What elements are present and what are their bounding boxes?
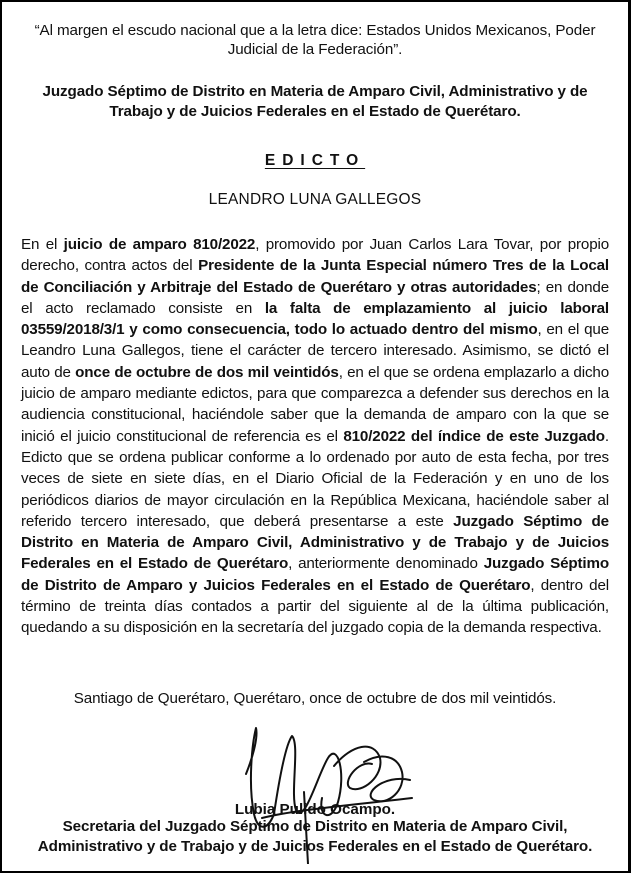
body-bold-text: Juzgado Séptimo de Distrito en Materia de Amparo Civil, Administrativo y de Trabajo y de Juicios Federales en el Estado de Querétaro [21,512,609,573]
addressee-name: LEANDRO LUNA GALLEGOS [208,191,422,208]
body-text: ; en donde el acto reclamado consiste en [21,278,609,317]
body-text: En el [21,236,64,253]
court-header: Juzgado Séptimo de Distrito en Materia de Amparo Civil, Administrativo y de Trabajo y de Juicios Federales en el Estado de Querétaro. [42,83,588,120]
signer-position: Secretaria del Juzgado Séptimo de Distrito en Materia de Amparo Civil, Administrativo y de Trabajo y de Juicios Federales en el Estado de Querétaro. [37,818,593,855]
body-bold-text: la falta de emplazamiento al juicio laboral 03559/2018/3/1 y como consecuencia, todo lo actuado dentro del mismo [21,299,609,339]
body-text: , promovido por Juan Carlos Lara Tovar, por propio derecho, contra actos del [21,236,610,275]
body-bold-text: juicio de amparo 810/2022 [63,236,256,253]
body-text: , anteriormente denominado [288,555,484,573]
signer-name: Lubia Pulido Ocampo. [234,801,396,818]
body-text: , en el que se ordena emplazarlo a dicho juicio de amparo mediante edictos, para que comparezca a defender sus derechos en la audiencia constitucional, haciéndole saber que la demanda de amparo con la que se inició el juicio constitucional de referencia es el [21,363,609,445]
body-text: , dentro del término de treinta días contados a partir del siguiente al de la última publicación, quedando a su disposición en la secretaría del juzgado copia de la demanda respectiva. [21,576,609,637]
edict-body [21,234,609,639]
margin-note: “Al margen el escudo nacional que a la letra dice: Estados Unidos Mexicanos, Poder Judicial de la Federación”. [34,22,596,58]
body-bold-text: Juzgado Séptimo de Distrito de Amparo y Juicios Federales en el Estado de Querétaro [21,555,609,594]
body-bold-text: Presidente de la Junta Especial número Tres de la Local de Conciliación y Arbitraje del Estado de Querétaro y otras autoridades [21,257,609,296]
body-text: , en el que Leandro Luna Gallegos, tiene el carácter de tercero interesado. Asimismo, se dictó el auto de [21,321,609,381]
document-title: EDICTO [264,152,366,169]
body-bold-text: 810/2022 del índice de este Juzgado [343,427,605,445]
body-bold-text: once de octubre de dos mil veintidós [75,363,339,381]
body-text: . Edicto que se ordena publicar conforme a lo ordenado por auto de esta fecha, por tres veces de siete en siete días, en el Diario Oficial de la Federación y en uno de los periódicos diarios de mayor circulación en la República Mexicana, haciéndole saber al referido tercero interesado, que deberá presentarse a este [21,427,609,530]
place-date: Santiago de Querétaro, Querétaro, once de octubre de dos mil veintidós. [73,690,557,707]
